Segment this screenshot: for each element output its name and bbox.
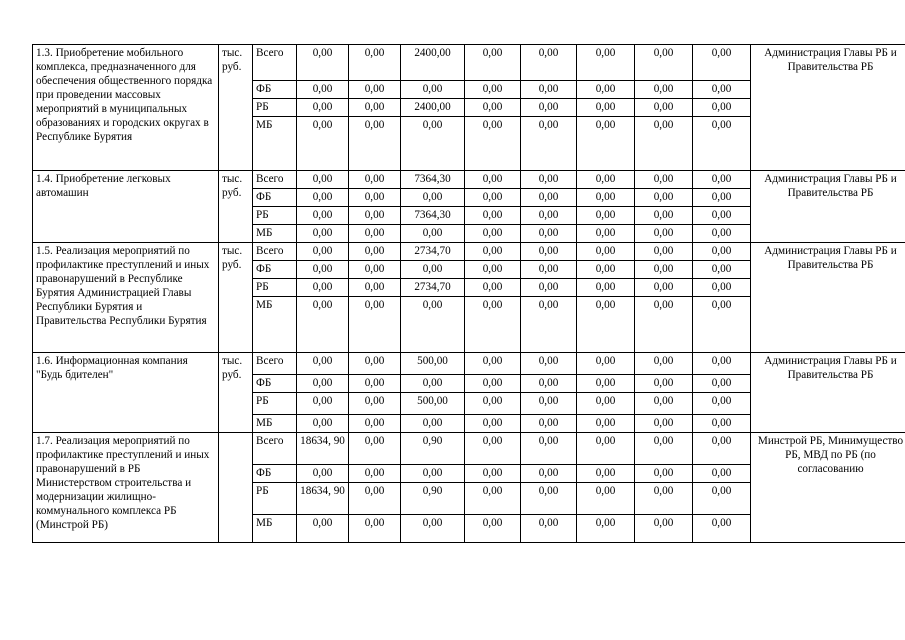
funding-source-cell: МБ [253, 225, 297, 243]
amount-cell: 0,00 [635, 465, 693, 483]
amount-cell: 2400,00 [401, 45, 465, 81]
funding-source-cell: ФБ [253, 81, 297, 99]
amount-cell: 0,00 [693, 225, 751, 243]
amount-cell: 0,00 [577, 465, 635, 483]
amount-cell: 0,00 [465, 207, 521, 225]
amount-cell: 0,00 [521, 515, 577, 543]
responsible-cell: Минстрой РБ, Минимущество РБ, МВД по РБ (по согласованию [751, 433, 905, 543]
responsible-cell: Администрация Главы РБ и Правительства РБ [751, 171, 905, 243]
funding-source-cell: ФБ [253, 261, 297, 279]
amount-cell: 0,00 [465, 393, 521, 415]
amount-cell: 0,00 [577, 261, 635, 279]
amount-cell: 0,00 [297, 261, 349, 279]
amount-cell: 0,00 [693, 375, 751, 393]
amount-cell: 0,00 [297, 117, 349, 171]
amount-cell: 0,00 [401, 375, 465, 393]
table-row [33, 45, 905, 81]
amount-cell: 0,00 [635, 171, 693, 189]
amount-cell: 0,00 [465, 99, 521, 117]
amount-cell: 0,00 [401, 465, 465, 483]
amount-cell: 0,00 [297, 243, 349, 261]
amount-cell: 0,00 [401, 81, 465, 99]
amount-cell: 0,00 [635, 353, 693, 375]
funding-source-cell: Всего [253, 45, 297, 81]
amount-cell: 0,00 [297, 189, 349, 207]
amount-cell: 0,00 [349, 99, 401, 117]
amount-cell: 0,00 [521, 171, 577, 189]
amount-cell: 0,00 [401, 415, 465, 433]
amount-cell: 0,00 [349, 483, 401, 515]
amount-cell: 0,00 [693, 99, 751, 117]
funding-source-cell: МБ [253, 415, 297, 433]
amount-cell: 0,00 [349, 81, 401, 99]
amount-cell: 0,00 [521, 415, 577, 433]
amount-cell: 0,00 [521, 393, 577, 415]
amount-cell: 0,00 [693, 297, 751, 353]
amount-cell: 0,00 [465, 415, 521, 433]
amount-cell: 0,00 [465, 297, 521, 353]
amount-cell: 0,00 [693, 189, 751, 207]
amount-cell: 0,00 [577, 415, 635, 433]
amount-cell: 0,00 [349, 171, 401, 189]
amount-cell: 0,00 [693, 261, 751, 279]
amount-cell: 0,00 [521, 297, 577, 353]
amount-cell: 0,00 [521, 483, 577, 515]
amount-cell: 0,00 [349, 515, 401, 543]
amount-cell: 2734,70 [401, 243, 465, 261]
amount-cell: 0,00 [693, 117, 751, 171]
amount-cell: 0,00 [349, 261, 401, 279]
amount-cell: 0,00 [635, 81, 693, 99]
unit-cell [219, 433, 253, 543]
amount-cell: 0,00 [577, 279, 635, 297]
table-body [33, 45, 905, 543]
amount-cell: 0,00 [297, 393, 349, 415]
amount-cell: 0,00 [401, 117, 465, 171]
amount-cell: 0,00 [465, 279, 521, 297]
amount-cell: 0,00 [693, 45, 751, 81]
amount-cell: 0,00 [297, 375, 349, 393]
amount-cell: 0,00 [577, 297, 635, 353]
amount-cell: 0,00 [297, 279, 349, 297]
amount-cell: 0,00 [465, 353, 521, 375]
amount-cell: 0,00 [635, 297, 693, 353]
amount-cell: 0,00 [349, 393, 401, 415]
amount-cell: 0,00 [635, 483, 693, 515]
amount-cell: 0,00 [465, 483, 521, 515]
funding-source-cell: ФБ [253, 375, 297, 393]
amount-cell: 0,00 [349, 117, 401, 171]
amount-cell: 0,00 [349, 297, 401, 353]
amount-cell: 0,00 [577, 375, 635, 393]
amount-cell: 0,00 [465, 515, 521, 543]
amount-cell: 0,00 [349, 225, 401, 243]
responsible-cell: Администрация Главы РБ и Правительства РБ [751, 353, 905, 433]
amount-cell: 0,90 [401, 483, 465, 515]
amount-cell: 0,00 [577, 243, 635, 261]
funding-source-cell: ФБ [253, 189, 297, 207]
funding-source-cell: РБ [253, 99, 297, 117]
amount-cell: 0,00 [401, 225, 465, 243]
amount-cell: 0,00 [521, 225, 577, 243]
amount-cell: 0,00 [521, 465, 577, 483]
funding-source-cell: МБ [253, 297, 297, 353]
amount-cell: 0,00 [577, 483, 635, 515]
amount-cell: 0,00 [297, 415, 349, 433]
amount-cell: 0,00 [577, 433, 635, 465]
amount-cell: 0,00 [401, 189, 465, 207]
amount-cell: 0,00 [635, 207, 693, 225]
unit-cell: тыс. руб. [219, 243, 253, 353]
amount-cell: 0,00 [521, 45, 577, 81]
amount-cell: 0,00 [635, 393, 693, 415]
amount-cell: 0,00 [297, 515, 349, 543]
funding-source-cell: Всего [253, 243, 297, 261]
funding-source-cell: РБ [253, 483, 297, 515]
amount-cell: 0,00 [693, 279, 751, 297]
amount-cell: 0,00 [577, 393, 635, 415]
amount-cell: 0,00 [521, 353, 577, 375]
amount-cell: 0,00 [349, 433, 401, 465]
amount-cell: 18634, 90 [297, 433, 349, 465]
amount-cell: 0,00 [577, 171, 635, 189]
amount-cell: 0,00 [297, 99, 349, 117]
amount-cell: 0,00 [577, 45, 635, 81]
amount-cell: 0,00 [465, 433, 521, 465]
table-row [33, 353, 905, 375]
funding-source-cell: Всего [253, 171, 297, 189]
amount-cell: 500,00 [401, 353, 465, 375]
amount-cell: 0,00 [297, 81, 349, 99]
amount-cell: 0,00 [465, 171, 521, 189]
amount-cell: 0,00 [521, 99, 577, 117]
amount-cell: 0,00 [521, 261, 577, 279]
amount-cell: 0,00 [349, 353, 401, 375]
amount-cell: 0,00 [401, 297, 465, 353]
activity-cell: 1.5. Реализация мероприятий по профилактике преступлений и иных правонарушений в Республике Бурятия Администрацией Главы Республики Бурятия и Правительства Республики Бурятия [33, 243, 219, 353]
funding-source-cell: Всего [253, 433, 297, 465]
amount-cell: 0,00 [577, 117, 635, 171]
amount-cell: 0,00 [465, 375, 521, 393]
amount-cell: 0,90 [401, 433, 465, 465]
amount-cell: 0,00 [465, 81, 521, 99]
amount-cell: 0,00 [635, 243, 693, 261]
amount-cell: 0,00 [635, 99, 693, 117]
responsible-cell: Администрация Главы РБ и Правительства РБ [751, 45, 905, 171]
amount-cell: 0,00 [635, 45, 693, 81]
amount-cell: 0,00 [349, 279, 401, 297]
funding-source-cell: РБ [253, 207, 297, 225]
amount-cell: 18634, 90 [297, 483, 349, 515]
amount-cell: 0,00 [577, 81, 635, 99]
amount-cell: 0,00 [693, 465, 751, 483]
table-row [33, 433, 905, 465]
amount-cell: 0,00 [635, 375, 693, 393]
amount-cell: 0,00 [577, 99, 635, 117]
amount-cell: 0,00 [401, 261, 465, 279]
amount-cell: 0,00 [465, 117, 521, 171]
amount-cell: 0,00 [577, 515, 635, 543]
unit-cell: тыс. руб. [219, 171, 253, 243]
amount-cell: 500,00 [401, 393, 465, 415]
amount-cell: 0,00 [297, 45, 349, 81]
amount-cell: 0,00 [401, 515, 465, 543]
amount-cell: 0,00 [349, 45, 401, 81]
amount-cell: 0,00 [577, 353, 635, 375]
activity-cell: 1.4. Приобретение легковых автомашин [33, 171, 219, 243]
funding-source-cell: РБ [253, 279, 297, 297]
amount-cell: 0,00 [297, 297, 349, 353]
table-row [33, 171, 905, 189]
amount-cell: 0,00 [693, 393, 751, 415]
amount-cell: 2400,00 [401, 99, 465, 117]
amount-cell: 0,00 [465, 243, 521, 261]
activity-cell: 1.7. Реализация мероприятий по профилактике преступлений и иных правонарушений в РБ Министерством строительства и модернизации жилищно-коммунального комплекса РБ (Минстрой РБ) [33, 433, 219, 543]
amount-cell: 0,00 [297, 465, 349, 483]
amount-cell: 0,00 [465, 189, 521, 207]
amount-cell: 0,00 [349, 189, 401, 207]
amount-cell: 0,00 [349, 375, 401, 393]
amount-cell: 0,00 [521, 375, 577, 393]
amount-cell: 0,00 [349, 243, 401, 261]
amount-cell: 0,00 [297, 225, 349, 243]
amount-cell: 0,00 [349, 207, 401, 225]
funding-source-cell: МБ [253, 515, 297, 543]
activity-cell: 1.3. Приобретение мобильного комплекса, предназначенного для обеспечения общественного порядка при проведении массовых мероприятий в муниципальных образованиях и городских округах в Республике Бурятия [33, 45, 219, 171]
amount-cell: 0,00 [693, 515, 751, 543]
amount-cell: 0,00 [349, 465, 401, 483]
amount-cell: 0,00 [693, 433, 751, 465]
amount-cell: 0,00 [297, 171, 349, 189]
amount-cell: 0,00 [635, 225, 693, 243]
unit-cell: тыс. руб. [219, 353, 253, 433]
amount-cell: 0,00 [693, 353, 751, 375]
funding-source-cell: МБ [253, 117, 297, 171]
amount-cell: 0,00 [693, 207, 751, 225]
amount-cell: 0,00 [693, 243, 751, 261]
amount-cell: 0,00 [297, 353, 349, 375]
amount-cell: 0,00 [693, 483, 751, 515]
amount-cell: 0,00 [635, 117, 693, 171]
activity-cell: 1.6. Информационная компания "Будь бдителен" [33, 353, 219, 433]
amount-cell: 0,00 [635, 433, 693, 465]
amount-cell: 2734,70 [401, 279, 465, 297]
amount-cell: 0,00 [521, 207, 577, 225]
amount-cell: 0,00 [465, 45, 521, 81]
amount-cell: 0,00 [693, 171, 751, 189]
amount-cell: 0,00 [521, 433, 577, 465]
amount-cell: 7364,30 [401, 171, 465, 189]
funding-source-cell: ФБ [253, 465, 297, 483]
amount-cell: 0,00 [577, 225, 635, 243]
amount-cell: 0,00 [635, 189, 693, 207]
amount-cell: 0,00 [465, 225, 521, 243]
table-row [33, 243, 905, 261]
amount-cell: 7364,30 [401, 207, 465, 225]
amount-cell: 0,00 [635, 415, 693, 433]
amount-cell: 0,00 [577, 189, 635, 207]
unit-cell: тыс. руб. [219, 45, 253, 171]
amount-cell: 0,00 [635, 261, 693, 279]
program-financing-table [32, 44, 905, 543]
amount-cell: 0,00 [521, 117, 577, 171]
amount-cell: 0,00 [635, 515, 693, 543]
amount-cell: 0,00 [465, 261, 521, 279]
amount-cell: 0,00 [577, 207, 635, 225]
amount-cell: 0,00 [693, 81, 751, 99]
amount-cell: 0,00 [297, 207, 349, 225]
amount-cell: 0,00 [635, 279, 693, 297]
amount-cell: 0,00 [521, 243, 577, 261]
amount-cell: 0,00 [521, 189, 577, 207]
funding-source-cell: Всего [253, 353, 297, 375]
amount-cell: 0,00 [465, 465, 521, 483]
amount-cell: 0,00 [349, 415, 401, 433]
amount-cell: 0,00 [693, 415, 751, 433]
funding-source-cell: РБ [253, 393, 297, 415]
amount-cell: 0,00 [521, 81, 577, 99]
responsible-cell: Администрация Главы РБ и Правительства РБ [751, 243, 905, 353]
amount-cell: 0,00 [521, 279, 577, 297]
